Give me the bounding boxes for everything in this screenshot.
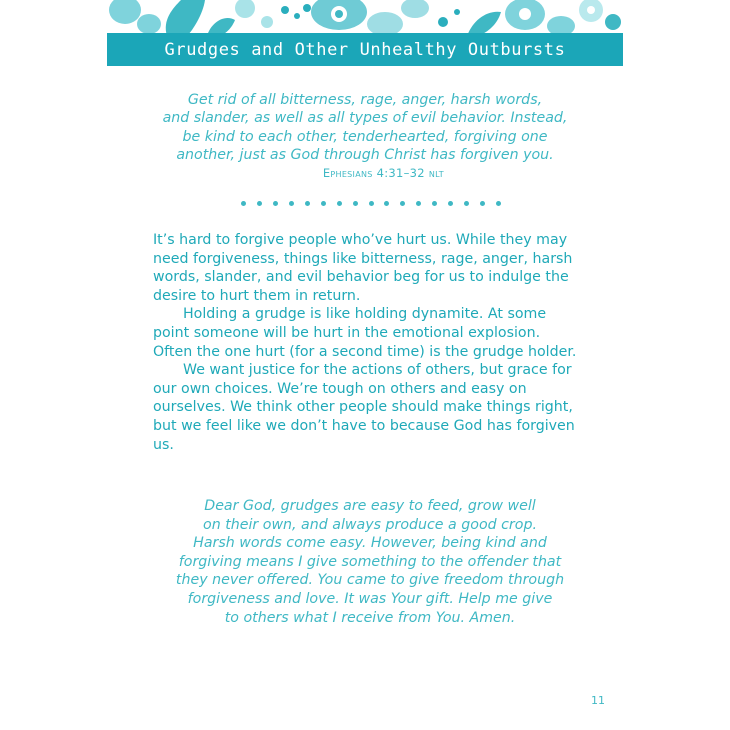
chapter-title: Grudges and Other Unhealthy Outbursts — [164, 39, 566, 60]
dot-separator — [241, 201, 501, 209]
separator-dot — [384, 201, 389, 206]
verse-line: Get rid of all bitterness, rage, anger, harsh words, — [187, 92, 543, 108]
prayer-line: they never offered. You came to give freedom through — [175, 572, 565, 589]
separator-dot — [273, 201, 278, 206]
separator-dot — [448, 201, 453, 206]
scripture-verse — [150, 91, 580, 165]
prayer-line: forgiveness and love. It was Your gift. Help me give — [187, 590, 553, 607]
separator-dot — [353, 201, 358, 206]
page-number: 11 — [591, 694, 605, 707]
separator-dot — [464, 201, 469, 206]
verse-line: another, just as God through Christ has forgiven you. — [176, 147, 554, 164]
separator-dot — [305, 201, 310, 206]
verse-line: be kind to each other, tenderhearted, forgiving one — [182, 128, 548, 145]
prayer-line: Harsh words come easy. However, being kind and — [193, 535, 547, 552]
prayer-line: Dear God, grudges are easy to feed, grow well — [204, 498, 536, 514]
separator-dot — [289, 201, 294, 206]
separator-dot — [321, 201, 326, 206]
verse-line: and slander, as well as all types of evil behavior. Instead, — [162, 110, 568, 127]
body-paragraph: Holding a grudge is like holding dynamite. At some point someone will be hurt in the emotional explosion. Often the one hurt (for a second time) is the grudge holder. — [153, 306, 577, 360]
body-paragraph: It’s hard to forgive people who’ve hurt us. While they may need forgiveness, things like bitterness, rage, anger, harsh words, slander, and evil behavior beg for us to indulge the desire to hurt them in return. — [153, 232, 573, 304]
body-paragraph: We want justice for the actions of others, but grace for our own choices. We’re tough on others and easy on ourselves. We think other people should make things right, but we feel like we don’t have to because God has forgiven us. — [153, 362, 575, 453]
body-text — [153, 231, 583, 454]
separator-dot — [480, 201, 485, 206]
prayer-line: forgiving means I give something to the offender that — [178, 553, 562, 570]
flower-pattern-icon — [107, 0, 623, 36]
chapter-title-bar — [107, 33, 623, 66]
separator-dot — [432, 201, 437, 206]
floral-banner — [107, 0, 623, 36]
separator-dot — [257, 201, 262, 206]
separator-dot — [337, 201, 342, 206]
verse-reference: Ephesians 4:31–32 nlt — [322, 166, 444, 180]
separator-dot — [496, 201, 501, 206]
separator-dot — [369, 201, 374, 206]
prayer-line: on their own, and always produce a good crop. — [203, 516, 537, 533]
separator-dot — [400, 201, 405, 206]
prayer-text — [150, 497, 590, 627]
separator-dot — [241, 201, 246, 206]
prayer-line: to others what I receive from You. Amen. — [224, 609, 516, 626]
separator-dot — [416, 201, 421, 206]
